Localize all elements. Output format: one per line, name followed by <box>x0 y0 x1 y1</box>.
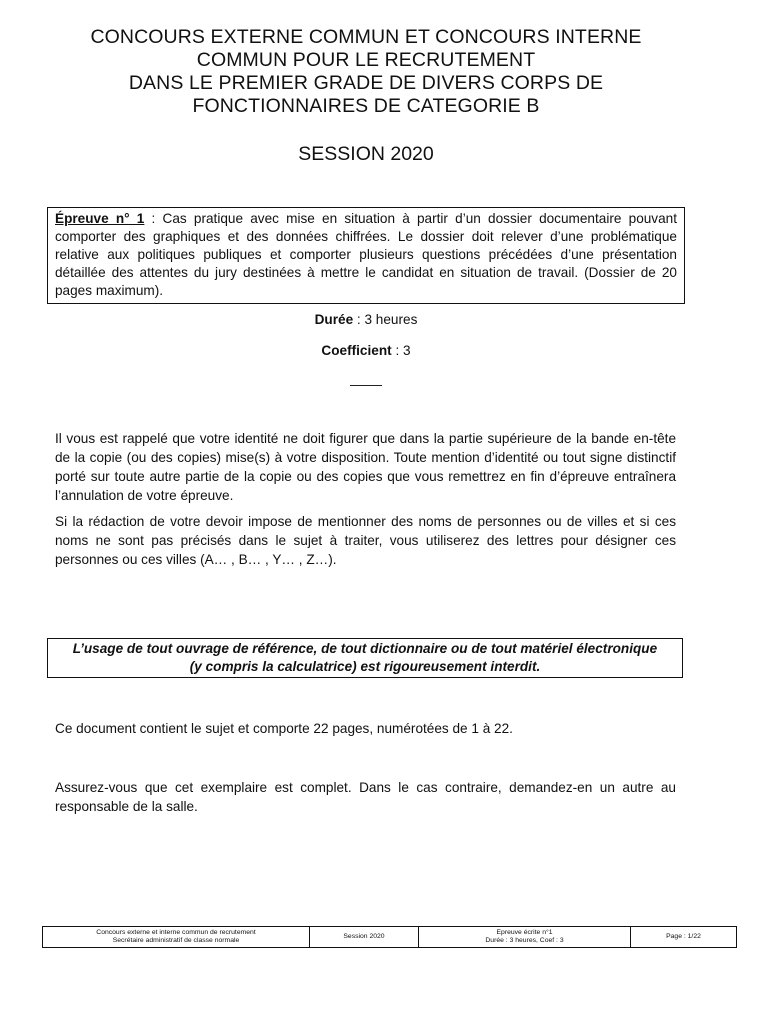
footer-page-cell <box>631 927 736 947</box>
document-title <box>40 26 692 118</box>
title-line-3: DANS LE PREMIER GRADE DE DIVERS CORPS DE <box>128 72 604 94</box>
epreuve-label: Épreuve n° 1 <box>55 211 145 226</box>
coefficient-label: Coefficient <box>321 343 392 358</box>
completeness-notice: Assurez-vous que cet exemplaire est complet. Dans le cas contraire, demandez-en un autre au responsable de la salle. <box>55 780 676 814</box>
footer-epreuve-line-2: Durée : 3 heures, Coef : 3 <box>485 937 564 944</box>
title-line-4: FONCTIONNAIRES DE CATEGORIE B <box>192 95 540 117</box>
names-instruction: Si la rédaction de votre devoir impose de mentionner des noms de personnes ou de villes et si ces noms ne sont pas précisés dans le sujet à traiter, vous utiliserez des lettres pour désigner ces personnes ou ces villes (A… , B… , Y… , Z…). <box>55 514 676 567</box>
prohibition-line-1: L’usage de tout ouvrage de référence, de tout dictionnaire ou de tout matériel électronique <box>72 641 658 656</box>
prohibition-notice <box>47 638 683 678</box>
separator-line <box>350 385 382 386</box>
prohibition-line-2: (y compris la calculatrice) est rigoureusement interdit. <box>189 659 541 674</box>
title-line-2: COMMUN POUR LE RECRUTEMENT <box>196 49 536 71</box>
footer-epreuve-cell <box>419 927 631 947</box>
footer-session-cell <box>310 927 419 947</box>
coefficient-line <box>40 343 692 358</box>
coefficient-value: : 3 <box>391 343 411 358</box>
duration-label: Durée <box>314 312 354 327</box>
duration-value: : 3 heures <box>353 312 418 327</box>
footer-exam-line-2: Secrétaire administratif de classe normale <box>112 937 240 944</box>
footer-exam-line-1: Concours externe et interne commun de recrutement <box>96 929 256 936</box>
duration-line <box>40 312 692 327</box>
footer-page-number: Page : 1/22 <box>666 933 701 940</box>
footer-session: Session 2020 <box>343 933 385 940</box>
session-heading: SESSION 2020 <box>298 143 434 165</box>
footer-exam-cell <box>43 927 310 947</box>
page-count-notice: Ce document contient le sujet et comporte 22 pages, numérotées de 1 à 22. <box>55 721 513 736</box>
title-line-1: CONCOURS EXTERNE COMMUN ET CONCOURS INTERNE <box>90 26 642 48</box>
epreuve-text: : Cas pratique avec mise en situation à partir d’un dossier documentaire pouvant comporter des graphiques et des données chiffrées. Le dossier doit relever d’une problématique relative aux politiques publiques et comporter plusieurs questions précédées d’une présentation détaillée des attentes du jury destinées à mettre le candidat en situation de travail. (Dossier de 20 pages maximum). <box>55 211 678 298</box>
epreuve-description-box <box>47 207 685 304</box>
identity-instruction: Il vous est rappelé que votre identité ne doit figurer que dans la partie supérieure de la bande en-tête de la copie (ou des copies) mise(s) à votre disposition. Toute mention d’identité ou tout signe distinctif porté sur toute autre partie de la copie ou des copies que vous remettrez en fin d’épreuve entraînera l’annulation de votre épreuve. <box>55 431 676 503</box>
footer-epreuve-line-1: Epreuve écrite n°1 <box>496 929 553 936</box>
page-footer <box>42 926 737 948</box>
